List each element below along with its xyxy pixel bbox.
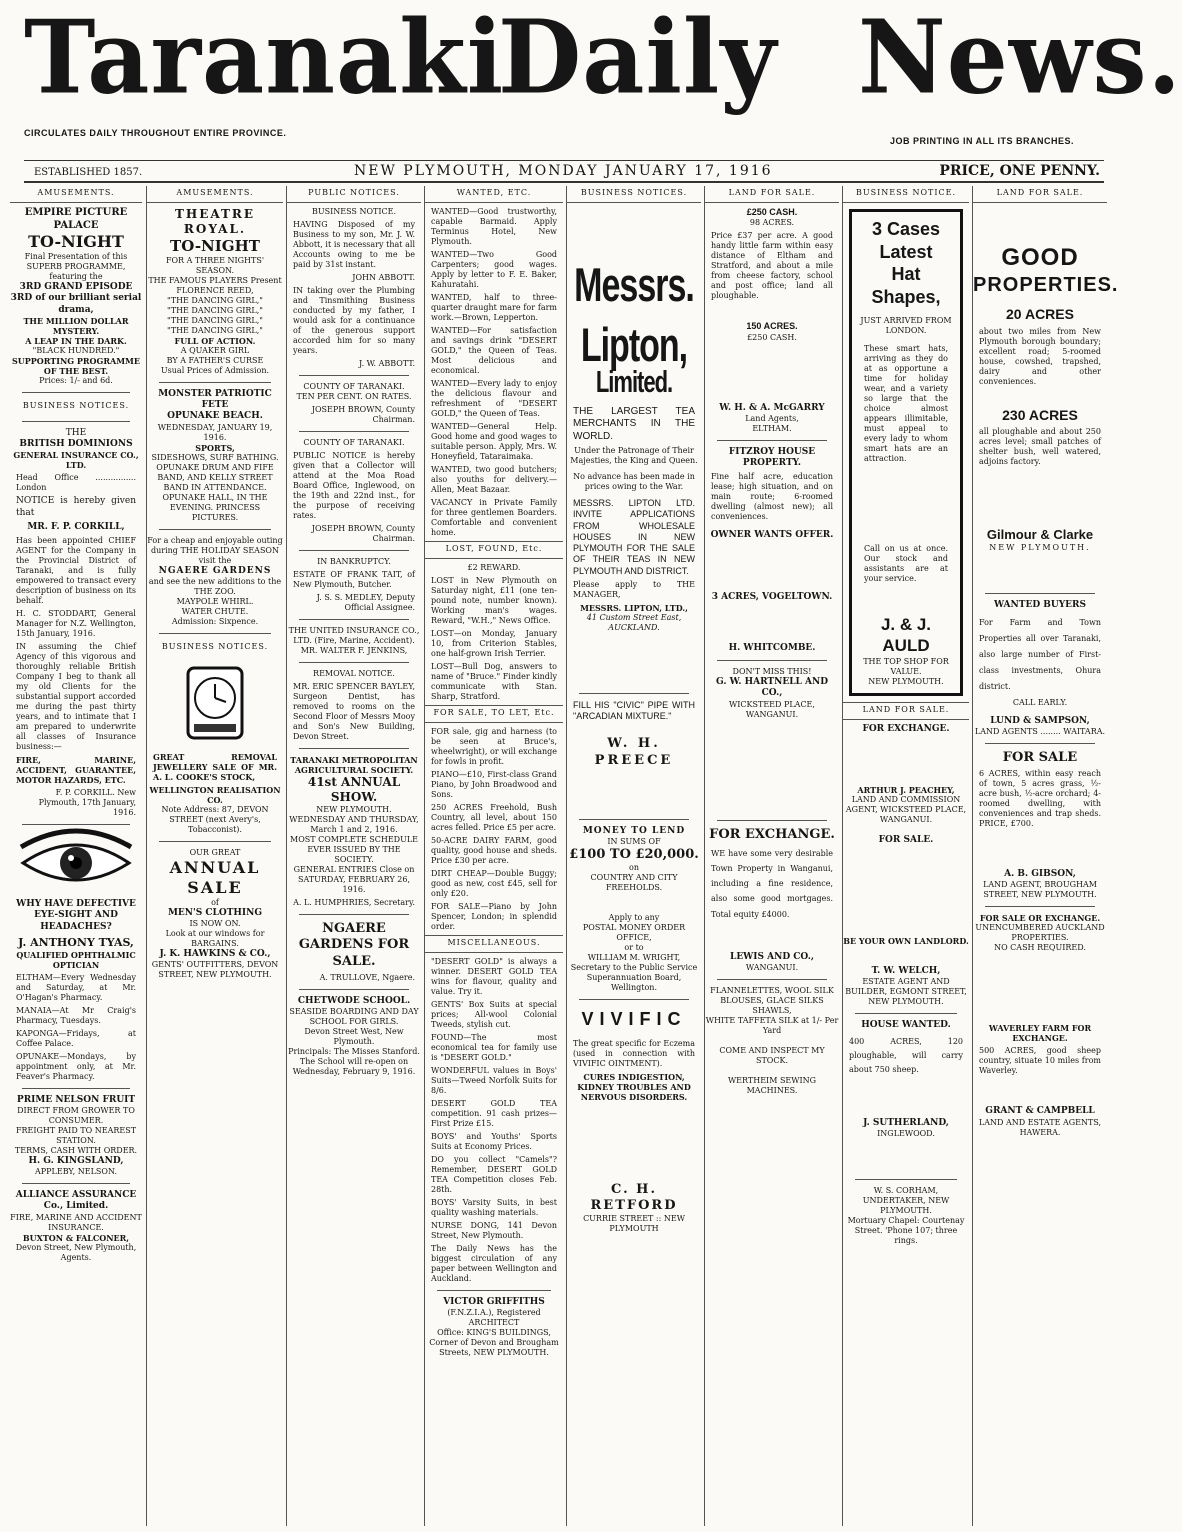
ad-text: MR. ERIC SPENCER BAYLEY, Surgeon Dentist, has removed to rooms on the Second Floor of Messrs Mooy and Son's New Building, Devon Street. [293,682,415,741]
ad-heading: TEN PER CENT. ON RATES. [296,392,412,401]
ad-heading: OPUNAKE BEACH. [167,411,263,422]
ad-text: GENERAL ENTRIES Close on SATURDAY, FEBRUARY 26, 1916. [293,865,415,894]
ad-text: Devon Street West, New Plymouth. [304,1027,404,1046]
masthead-tagline-right: JOB PRINTING IN ALL ITS BRANCHES. [889,136,1074,146]
ad-text: COUNTRY AND CITY FREEHOLDS. [590,873,678,893]
ad-heading: MEN'S CLOTHING [167,907,263,918]
classified: FOR sale, gig and harness (to be seen at Bruce's, wheelwright), or will exchange for fowls in profit. [431,727,557,766]
ad-text: J. W. ABBOTT. [358,359,415,368]
ad-heading: J. SUTHERLAND, [863,1117,949,1128]
ad-heading: W. H. PREECE [594,736,674,768]
ad-heading: HOUSE WANTED. [861,1020,951,1031]
ad-text: W. S. CORHAM, [873,1185,939,1195]
ad-text: WHITE TAFFETA SILK at 1/- Per Yard [705,1015,839,1035]
ad-text: H. C. STODDART, General Manager for N.Z. Wellington, 15th January, 1916. [16,609,136,638]
classified: LOST—Bull Dog, answers to name of "Bruce." Finder kindly communicate with Stan. Sharp, Stratford. [431,662,557,701]
ad-text: THE FAMOUS PLAYERS Present FLORENCE REED, [148,275,282,295]
ad-heading: FITZROY HOUSE PROPERTY. [728,446,816,468]
divider [299,662,409,663]
ad-text: (F.N.Z.I.A.), Registered ARCHITECT [447,1308,541,1328]
ad-text: Devon Street, New Plymouth, Agents. [15,1242,137,1262]
ad-heading: FOR EXCHANGE. [709,826,835,842]
ad-text: SUPPORTING PROGRAMME OF THE BEST. [11,355,140,376]
ad-text: "BLACK HUNDRED." [32,345,120,355]
divider [855,1179,957,1180]
ad-text: APPLEBY, NELSON. [35,1167,117,1176]
ad-text: For a cheap and enjoyable outing during THE HOLIDAY SEASON visit the [147,535,283,565]
classified: LOST—on Monday, January 10, from Criterion Stables, one half-grown Irish Terrier. [431,629,557,658]
ad-heading: 3 ACRES, VOGELTOWN. [711,591,833,602]
ad-heading: IN BANKRUPTCY. [317,557,391,566]
ad-heading: FOR SALE OR EXCHANGE. [979,913,1101,924]
lipton-heading: Messrs. Lipton, [574,258,694,372]
ad-heading: Hat Shapes, [871,264,941,307]
ad-heading: C. H. RETFORD [590,1181,678,1213]
ad-text: WERTHEIM SEWING MACHINES. [727,1075,817,1095]
ad-text: IN taking over the Plumbing and Tinsmithing Business conducted by my father, I would ask for a continuance of the generous support accorded him for so many years. [293,286,415,355]
ad-text: NO CASH REQUIRED. [994,943,1086,953]
ad-text: HAVING Disposed of my Business to my son, Mr. J. W. Abbott, it is necessary that all Accounts owing to me be paid by 31st instant. [293,220,415,269]
ad-text: Note Address: 87, DEVON STREET (next Avery's, Tobacconist). [161,804,269,834]
ad-heading: COUNTY OF TARANAKI. [303,382,405,391]
divider [299,748,409,749]
ad-text: QUALIFIED OPHTHALMIC OPTICIAN [16,949,136,970]
ad-heading: BE YOUR OWN LANDLORD. [843,936,969,946]
column-5 [566,186,701,1526]
classified: GENTS' Box Suits at special prices; All-wool Colonial Tweeds, stylish cut. [431,1000,557,1029]
ad-text: SIDESHOWS, SURF BATHING. [151,452,279,462]
ad-text: The School will re-open on Wednesday, February 9, 1916. [292,1057,416,1076]
ad-text: POSTAL MONEY ORDER OFFICE, [582,923,686,943]
ad-heading: OWNER WANTS OFFER. [710,530,834,541]
ad-text: J. S. S. MEDLEY, Deputy Official Assignee. [316,593,415,612]
ad-heading: 3 Cases [871,219,941,239]
ad-text: 500 ACRES, good sheep country, situate 10 miles from Waverley. [979,1046,1101,1076]
ad-text: WEDNESDAY, JANUARY 19, 1916. [157,422,273,442]
column-header: AMUSEMENTS. [147,186,283,203]
ad-text: WELLINGTON REALISATION CO. [149,784,281,805]
ad-text: A. TRULLOVE, Ngaere. [319,972,415,982]
ad-text: MANAIA—At Mr Craig's Pharmacy, Tuesdays. [16,1005,136,1025]
ad-text: NEW PLYMOUTH. [989,543,1091,553]
ad-heading: BRITISH DOMINIONS [19,439,133,449]
ad-text: WE have some very desirable Town Property in Wanganui, including a fine residence, also some good mortgages. Total equity £4000. [711,848,833,919]
ad-text: LAND AGENTS ........ WAITARA. [974,726,1106,736]
ad-heading: ALLIANCE ASSURANCE Co., Limited. [15,1190,137,1212]
divider [299,989,409,990]
ad-text: No advance has been made in prices owing to the War. [573,472,695,491]
ad-text: CURES INDIGESTION, KIDNEY TROUBLES AND NERVOUS DISORDERS. [577,1071,691,1102]
ad-heading: NGAERE GARDENS [158,565,272,576]
ad-heading: COUNTY OF TARANAKI. [303,438,405,447]
ad-text: THE LARGEST TEA MERCHANTS IN THE WORLD. [573,405,695,442]
section-header: BUSINESS NOTICES. [161,641,269,651]
divider [299,914,409,915]
ad-heading: LUND & SAMPSON, [990,715,1090,726]
ad-text: A LEAP IN THE DARK. [25,335,127,346]
ad-text: all ploughable and about 250 acres level; small patches of shelter bush, well watered, adjoins factory. [979,427,1101,466]
ad-text: ELTHAM—Every Wednesday and Saturday, at Mr. O'Hagan's Pharmacy. [16,972,136,1002]
ad-text: NEW PLYMOUTH. [316,805,392,814]
ad-heading: FOR SALE. [878,834,934,845]
ad-text: Final Presentation of this SUPERB PROGRAMME, featuring the [24,252,128,281]
ad-text: FIRE, MARINE AND ACCIDENT INSURANCE. [10,1212,142,1232]
classified: DO you collect "Camels"? Remember, DESERT GOLD TEA Competition closes Feb. 28th. [431,1155,557,1194]
divider [159,529,271,530]
column-6 [704,186,839,1526]
ad-heading: A. B. GIBSON, [1004,869,1076,879]
classified: WANTED—For satisfaction and savings drink "DESERT GOLD," the Queen of Teas. Most delicious and economical. [431,326,557,375]
ad-heading: REMOVAL NOTICE. [313,669,395,678]
ad-heading: H. G. KINGSLAND, [28,1155,124,1166]
classified: WANTED—Two Good Carpenters; good wages. Apply by letter to F. E. Baker, Kahuratahi. [431,250,557,289]
classified: WONDERFUL values in Boys' Suits—Tweed Norfolk Suits for 8/6. [431,1066,557,1095]
ad-heading: Gilmour & Clarke [986,527,1094,542]
ad-text: WATER CHUTE. [181,606,249,616]
masthead-title-news: News. [858,0,1182,117]
ad-heading: 41st ANNUAL SHOW. [307,775,401,804]
ad-text: Land Agents, [745,413,799,423]
ad-text: LAND AGENT, BROUGHAM STREET, NEW PLYMOUTH. [983,880,1097,900]
ad-text: "THE DANCING GIRL," [167,325,263,335]
ad-heading: GRANT & CAMPBELL [985,1106,1095,1117]
ad-text: Secretary to the Public Service Superannuation Board, Wellington. [570,963,698,993]
ad-heading: WAVERLEY FARM FOR EXCHANGE. [988,1023,1092,1044]
classified: "DESERT GOLD" is always a winner. DESERT GOLD TEA wins for flavour, quality and value. Try it. [431,957,557,996]
ad-text: DIRECT FROM GROWER TO CONSUMER. [17,1105,135,1125]
section-header: FOR SALE, TO LET, Etc. [425,705,563,723]
ad-heading: H. WHITCOMBE. [728,642,816,653]
ad-text: OPUNAKE HALL, IN THE EVENING. PRINCESS PICTURES. [162,492,268,522]
ad-text: SPORTS, [195,442,235,453]
divider [299,550,409,551]
ad-text: Admission: Sixpence. [171,616,259,626]
classified: WANTED, half to three-quarter draught mare for farm work.—Brown, Lepperton. [431,293,557,322]
ad-text: GENTS' OUTFITTERS, DEVON STREET, NEW PLYMOUTH. [151,960,279,980]
ad-text: THE [65,427,87,438]
ad-text: A. L. HUMPHRIES, Secretary. [293,898,415,907]
section-header: LOST, FOUND, Etc. [425,541,563,559]
ad-heading: CHETWODE SCHOOL. [297,995,411,1006]
ad-text: LAND AND COMMISSION AGENT, WICKSTEED PLACE, WANGANUI. [845,794,967,824]
column-header: BUSINESS NOTICE. [843,186,969,203]
ad-text: ELTHAM. [752,423,792,433]
ad-heading: WHY HAVE DEFECTIVE EYE-SIGHT AND HEADACHES? [16,899,136,932]
ad-text: WILLIAM M. WRIGHT, [587,953,681,963]
ad-heading: TARANAKI METROPOLITAN AGRICULTURAL SOCIETY. [290,755,418,775]
ad-text: INGLEWOOD. [877,1128,935,1138]
ad-text: ESTATE OF FRANK TAIT, of New Plymouth, Butcher. [293,570,415,589]
ad-text: OPUNAKE DRUM AND FIFE BAND, AND KELLY STREET BAND IN ATTENDANCE. [156,462,274,492]
ad-text: FOR A THREE NIGHTS' SEASON. [165,255,265,275]
ad-heading: J. K. HAWKINS & CO., [159,949,271,959]
ad-heading: 230 ACRES [1002,406,1078,423]
masthead-tagline-left: CIRCULATES DAILY THROUGHOUT ENTIRE PROVINCE. [24,128,287,138]
ad-heading: £100 TO £20,000. [569,847,699,862]
ad-text: WANGANUI. [745,962,799,972]
ad-text: The great specific for Eczema (used in connection with VIVIFIC OINTMENT). [573,1038,695,1068]
classified: BOYS' and Youths' Sports Suits at Economy Prices. [431,1132,557,1151]
section-header: LAND FOR SALE. [843,702,969,720]
divider [717,979,827,980]
ad-text: KAPONGA—Fridays, at Coffee Palace. [16,1028,136,1048]
divider [159,633,271,634]
ad-text: CURRIE STREET :: NEW PLYMOUTH [583,1214,685,1234]
ad-text: 98 ACRES. [749,218,795,228]
ad-text: BY A FATHER'S CURSE [166,355,264,365]
masthead [0,0,1182,146]
ad-text: FILL HIS "CIVIC" PIPE WITH "ARCADIAN MIXTURE." [573,699,695,721]
ad-text: or to [624,943,644,953]
masthead-title-taranaki: Taranaki [24,0,505,117]
column-header: LAND FOR SALE. [705,186,839,203]
ad-text: of [211,897,219,907]
ad-heading: J. ANTHONY TYAS, [18,935,134,949]
ad-heading: THE UNITED INSURANCE CO., LTD. (Fire, Marine, Accident). [288,626,420,645]
ad-heading: VICTOR GRIFFITHS [443,1297,545,1307]
classified: WANTED—Every lady to enjoy the delicious flavour and refreshment of "DESERT GOLD," the Queen of Teas. [431,379,557,418]
ad-text: DON'T MISS THIS! [732,667,812,676]
ad-text: F. P. CORKILL. New Plymouth, 17th January, 1916. [38,788,136,817]
divider [22,392,130,393]
ad-text: Call on us at once. Our stock and assistants are at your service. [864,544,948,583]
ad-heading: MONEY TO LEND [582,825,686,836]
ad-text: MESSRS. LIPTON, LTD., [580,602,688,613]
ad-text: SEASIDE BOARDING AND DAY SCHOOL FOR GIRLS. [289,1007,419,1026]
ad-heading: BUSINESS NOTICE. [311,207,397,216]
clock-illustration [180,664,250,744]
ad-text: "THE DANCING GIRL," [167,315,263,325]
ad-text: JOSEPH BROWN, County Chairman. [311,524,415,543]
divider [437,1290,551,1291]
ad-text: 400 ACRES, 120 ploughable, will carry about 750 sheep. [849,1036,963,1075]
ad-text: For Farm and Town Properties all over Taranaki, also large number of First-class investments, Ohura district. [979,617,1101,691]
column-header: LAND FOR SALE. [973,186,1107,203]
divider [22,421,130,422]
ad-text: GENERAL INSURANCE CO., LTD. [13,450,139,471]
ad-text: about two miles from New Plymouth borough boundary; excellent road; 5-roomed house, cowshed, trapshed, dairy and other conveniences. [979,326,1101,386]
classified: FOUND—The most economical tea for family use is "DESERT GOLD." [431,1033,557,1062]
ad-heading: LEWIS AND CO., [729,951,815,962]
section-header: MISCELLANEOUS. [425,935,563,953]
ad-text: Has been appointed CHIEF AGENT for the Company in the Provincial District of Taranaki, and is fully empowered to transact every description of business on its behalf. [16,536,136,605]
classified: NURSE DONG, 141 Devon Street, New Plymouth. [431,1221,557,1240]
ad-text: MAYPOLE WHIRL. [176,596,254,606]
column-2 [146,186,283,1526]
ad-text: JOHN ABBOTT. [352,273,415,282]
vivific-heading: VIVIFIC [581,1009,687,1030]
ad-text: UNENCUMBERED AUCKLAND PROPERTIES. [975,923,1105,943]
classified: The Daily News has the biggest circulation of any paper between Wellington and Auckland. [431,1244,557,1283]
classified: VACANCY in Private Family for three gentlemen Boarders. Comfortable and convenient home. [431,498,557,537]
column-8 [972,186,1119,1526]
ad-text: JUST ARRIVED FROM LONDON. [860,316,952,335]
classified: WANTED, two good butchers; also youths for delivery.—Allen, Meat Bazaar. [431,465,557,494]
ad-heading: THEATRE ROYAL. [174,207,256,236]
masthead-title-daily: Daily [498,0,778,117]
ad-heading: £2 REWARD. [467,563,521,572]
divider [985,906,1095,907]
ad-heading: ANNUAL SALE [169,857,261,897]
divider [717,660,827,661]
ad-heading: PROPERTIES. [973,274,1119,296]
ad-text: WICKSTEED PLACE, WANGANUI. [729,699,815,719]
divider [579,999,689,1000]
classified: DESERT GOLD TEA competition. 91 cash prizes—First Prize £15. [431,1099,557,1128]
ad-text: FIRE, MARINE, ACCIDENT, GUARANTEE, MOTOR HAZARDS, ETC. [16,755,136,785]
ad-heading: W. H. & A. McGARRY [719,402,825,413]
classified: PIANO—£10, First-class Grand Piano, by John Broadwood and Sons. [431,770,558,799]
classified: FOR SALE—Piano by John Spencer, London; in splendid order. [431,902,557,931]
column-7 [842,186,969,1526]
classified: WANTED—Good trustworthy, capable Barmaid. Apply Terminus Hotel, New Plymouth. [431,207,557,246]
ad-text: A QUAKER GIRL [180,345,250,355]
lipton-subheading: Limited. [595,363,673,399]
divider [985,593,1095,594]
ad-heading: WANTED BUYERS [994,600,1086,611]
ad-text: Mortuary Chapel: Courtenay Street. 'Phone 107; three rings. [847,1215,965,1245]
ad-text: 3RD GRAND EPISODE 3RD of our brilliant serial drama, [10,282,142,315]
ad-text: These smart hats, arriving as they do at as opportune a time for holiday wear, and a variety so large that the choice almost appears illimitable, must appeal to every lady to whom smart hats are an attraction. [864,344,948,463]
divider [299,375,409,376]
ad-heading: PRIME NELSON FRUIT [16,1094,136,1105]
ad-text: Look at our windows for BARGAINS. [165,929,265,948]
ad-text: PUBLIC NOTICE is hereby given that a Collector will attend at the Moa Road Board Office, Inglewood, on the 19th and 22nd inst., for the purpose of receiving rates. [293,451,415,520]
ad-text: FREIGHT PAID TO NEAREST STATION. [15,1125,137,1145]
column-1 [10,186,142,1526]
ad-heading: T. W. WELCH, [871,966,941,976]
ad-text: Usual Prices of Admission. [160,365,270,375]
ad-heading: EMPIRE PICTURE PALACE [24,207,128,231]
hat-shapes-ad [849,209,963,696]
ad-text: Office: KING'S BUILDINGS, Corner of Devon and Brougham Streets, NEW PLYMOUTH. [429,1328,559,1358]
divider [299,431,409,432]
ad-text: Principals: The Misses Stanford. [288,1047,420,1056]
ad-heading: J. & J. AULD [880,615,932,656]
classified: 250 ACRES Freehold, Bush Country, all level, about 150 acres felled. Price £5 per acre. [431,803,557,832]
ad-text: Price £37 per acre. A good handy little farm within easy distance of Eltham and Stratford, and about a mile from cheese factory, school and post office; land all ploughable. [711,231,833,301]
price: PRICE, ONE PENNY. [939,163,1100,179]
ad-text: £250 CASH. [747,332,797,342]
ad-text: Head Office ................ London [16,473,136,493]
ad-text: FULL OF ACTION. [174,335,256,346]
ad-text: TERMS, CASH WITH ORDER. [14,1145,138,1155]
ad-heading: Latest [879,241,933,262]
established: ESTABLISHED 1857. [34,167,143,178]
divider [22,1183,130,1184]
column-3 [286,186,421,1526]
ad-text: IN SUMS OF [607,837,661,846]
divider [22,1088,130,1089]
divider [159,382,271,383]
ad-text: WEDNESDAY AND THURSDAY, March 1 and 2, 1916. [289,815,419,834]
ad-text: Please apply to THE MANAGER, [573,579,695,599]
ad-text: NOTICE is hereby given that [16,496,136,518]
place-date: NEW PLYMOUTH, MONDAY JANUARY 17, 1916 [354,163,773,179]
ad-text: MR. WALTER F. JENKINS, [300,646,408,655]
column-4 [424,186,563,1526]
classified: 50-ACRE DAIRY FARM, good quality, good house and sheds. Price £30 per acre. [431,836,557,865]
ad-heading: GOOD [1001,244,1079,271]
ad-text: NEW PLYMOUTH. [868,676,944,686]
classified: LOST in New Plymouth on Saturday night, £11 (one ten-pound note, number known). Working man's wages. Reward, "W.H.," News Office. [431,576,557,625]
ad-text: 41 Custom Street East, AUCKLAND. [586,612,682,632]
ad-heading: MONSTER PATRIOTIC FETE [158,388,272,410]
divider [299,619,409,620]
ad-text: UNDERTAKER, NEW PLYMOUTH. [862,1195,950,1215]
ad-text: MOST COMPLETE SCHEDULE EVER ISSUED BY THE SOCIETY. [290,835,418,864]
column-header: WANTED, ETC. [425,186,563,203]
ad-text: "THE DANCING GIRL," [167,305,263,315]
ad-text: COME AND INSPECT MY STOCK. [719,1045,825,1065]
section-header: BUSINESS NOTICES. [22,400,130,410]
ad-text: IS NOW ON. [189,919,241,928]
ad-heading: G. W. HARTNELL AND CO., [716,677,828,699]
ad-heading: TO-NIGHT [170,237,260,255]
divider [579,819,689,820]
ad-text: THE TOP SHOP FOR VALUE. [863,656,949,676]
ad-heading: ARTHUR J. PEACHEY, [857,784,955,795]
ad-text: Fine half acre, education lease; high situation, and on main route; 6-roomed dwelling (almost new); all conveniences. [711,472,833,522]
classified: WANTED—General Help. Good home and good wages to suitable person. Apply, Mrs. W. Honeyfield, Tataraimaka. [431,422,557,461]
ad-heading: £250 CASH. [746,207,798,217]
divider [717,820,827,821]
ad-text: on [629,863,639,873]
ad-heading: 20 ACRES [1006,306,1074,322]
ad-text: CALL EARLY. [1012,697,1068,707]
ad-heading: FOR SALE [1002,749,1078,765]
divider [579,693,689,694]
ad-heading: 150 ACRES. [746,321,798,332]
ad-text: IN assuming the Chief Agency of this vigorous and thoroughly reliable British Company I beg to thank all my old Clients for the substantial support accorded me during the past thirty years, and to intimate that I am prepared to underwrite all classes of Insurance business:— [16,642,136,751]
column-header: BUSINESS NOTICES. [567,186,701,203]
divider [159,841,271,842]
ad-heading: TO-NIGHT [28,232,124,251]
ad-text: LAND AND ESTATE AGENTS, HAWERA. [978,1117,1102,1137]
ad-text: GREAT REMOVAL JEWELLERY SALE OF MR. A. L. COOKE'S STOCK, [153,751,277,782]
ad-heading: NGAERE GARDENS FOR SALE. [298,921,410,969]
ad-text: "THE DANCING GIRL," [167,295,263,305]
ad-text: and see the new additions to the THE ZOO. [148,576,282,596]
ad-text: MESSRS. LIPTON LTD. INVITE APPLICATIONS FROM WHOLESALE HOUSES IN NEW PLYMOUTH FOR THE SALE OF THEIR TEAS IN NEW PLYMOUTH AND DISTRICT. [573,498,695,576]
classified: DIRT CHEAP—Double Buggy; good as new, cost £45, sell for only £20. [431,869,557,898]
ad-text: Prices: 1/- and 6d. [39,375,113,385]
column-header: AMUSEMENTS. [10,186,142,203]
ad-text: 6 ACRES, within easy reach of town, 5 acres grass, ½-acre bush, ½-acre orchard; 4-roomed dwelling, with conveniences and trap sheds. PRICE, £700. [979,769,1101,828]
eye-illustration [21,833,131,891]
columns [10,186,1119,1526]
ad-heading: MR. F. P. CORKILL, [27,521,125,532]
ad-text: FLANNELETTES, WOOL SILK BLOUSES, GLACE SILKS SHAWLS, [710,985,834,1015]
ad-text: OUR GREAT [189,847,241,857]
ad-text: JOSEPH BROWN, County Chairman. [311,405,415,424]
column-header: PUBLIC NOTICES. [287,186,421,203]
ad-heading: FOR EXCHANGE. [862,723,950,734]
dateline [24,160,1104,183]
ad-text: OPUNAKE—Mondays, by appointment only, at Mr. Feaver's Pharmacy. [16,1051,136,1081]
divider [985,743,1095,744]
divider [855,1013,957,1014]
ad-text: BUXTON & FALCONER, [22,1232,130,1243]
ad-text: THE MILLION DOLLAR MYSTERY. [23,315,129,336]
ad-text: Apply to any [608,913,660,923]
divider [717,440,827,441]
classified: BOYS' Varsity Suits, in best quality washing materials. [431,1198,557,1217]
ad-text: ESTATE AGENT AND BUILDER, EGMONT STREET, NEW PLYMOUTH. [845,977,967,1007]
divider [22,824,130,825]
ad-text: Under the Patronage of Their Majesties, the King and Queen. [570,446,698,465]
